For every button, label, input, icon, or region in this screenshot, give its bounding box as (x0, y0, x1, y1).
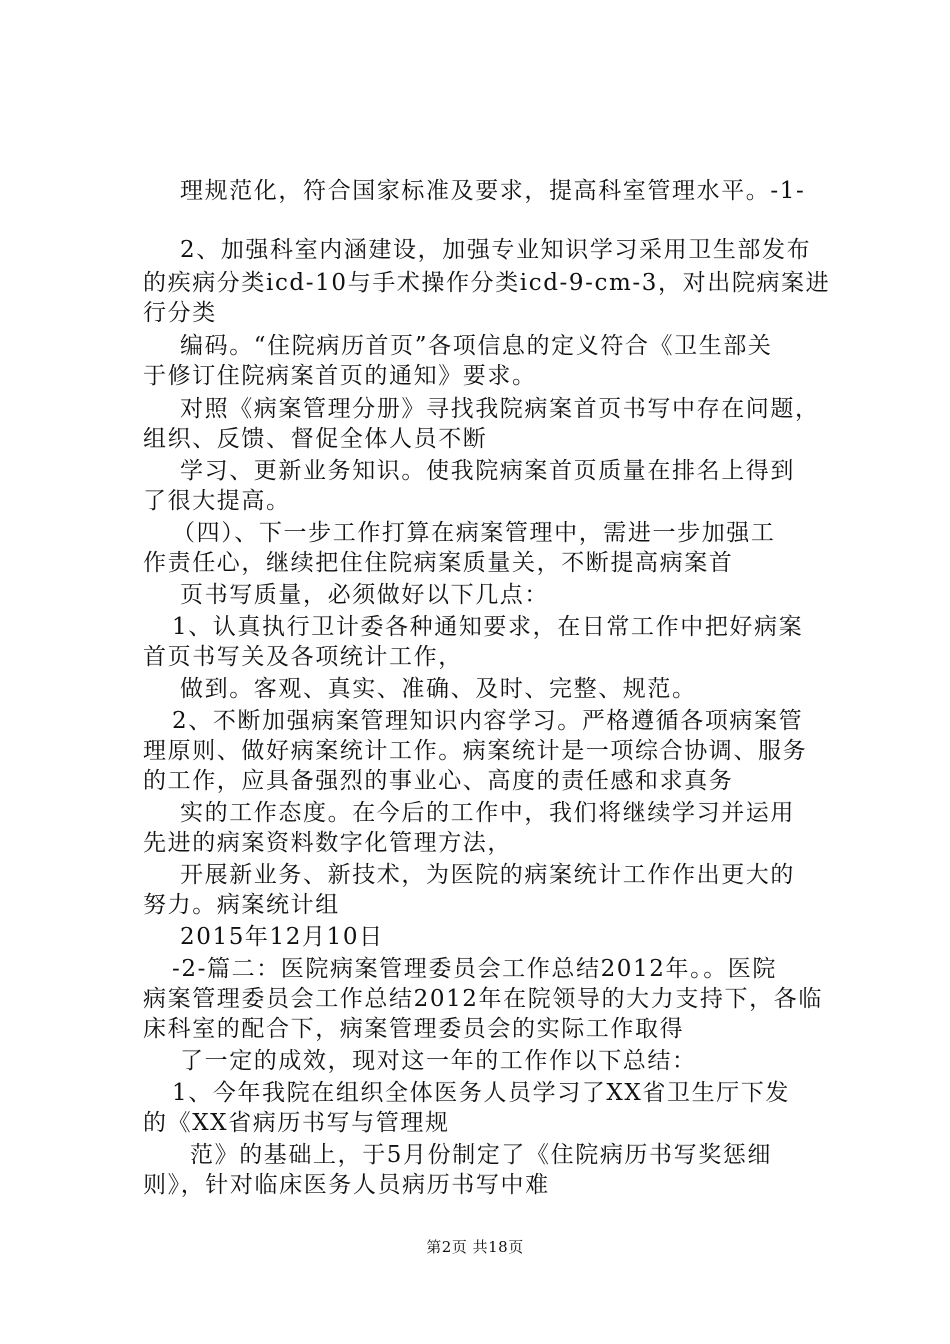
text-line: 1、今年我院在组织全体医务人员学习了XX省卫生厅下发 (172, 1080, 790, 1106)
text-line: 理规范化，符合国家标准及要求，提高科室管理水平。-1- (180, 178, 806, 204)
text-line: 2、加强科室内涵建设，加强专业知识学习采用卫生部发布 (180, 237, 812, 263)
text-line: 范》的基础上，于5月份制定了《住院病历书写奖惩细 (190, 1142, 773, 1168)
text-line: 做到。客观、真实、准确、及时、完整、规范。 (180, 676, 697, 702)
text-line: 病案管理委员会工作总结2012年在院领导的大力支持下，各临 (143, 986, 823, 1012)
text-line: 于修订住院病案首页的通知》要求。 (143, 363, 537, 389)
text-line: 学习、更新业务知识。使我院病案首页质量在排名上得到 (180, 458, 795, 484)
text-line: （四）、下一步工作打算在病案管理中，需进一步加强工 (172, 520, 776, 546)
text-line: 1、认真执行卫计委各种通知要求，在日常工作中把好病案 (172, 614, 804, 640)
text-line: 了很大提高。 (143, 488, 291, 514)
text-line: 努力。病案统计组 (143, 892, 340, 918)
text-line: 床科室的配合下，病案管理委员会的实际工作取得 (143, 1016, 685, 1042)
text-line: 组织、反馈、督促全体人员不断 (143, 426, 488, 452)
text-line: 理原则、做好病案统计工作。病案统计是一项综合协调、服务 (143, 738, 808, 764)
text-line: 开展新业务、新技术，为医院的病案统计工作作出更大的 (180, 862, 795, 888)
text-line: 实的工作态度。在今后的工作中，我们将继续学习并运用 (180, 800, 795, 826)
text-line: 2、不断加强病案管理知识内容学习。严格遵循各项病案管 (172, 708, 804, 734)
text-line: 页书写质量，必须做好以下几点： (180, 582, 549, 608)
text-line: 了一定的成效，现对这一年的工作作以下总结： (180, 1048, 697, 1074)
text-line: -2-篇二：医院病案管理委员会工作总结2012年。。医院 (172, 956, 778, 982)
page-footer: 第2页 共18页 (426, 1238, 524, 1256)
text-line: 对照《病案管理分册》寻找我院病案首页书写中存在问题， (180, 396, 820, 422)
text-line: 的《XX省病历书写与管理规 (143, 1110, 450, 1136)
text-line: 作责任心，继续把住住院病案质量关，不断提高病案首 (143, 550, 734, 576)
text-line: 首页书写关及各项统计工作， (143, 644, 463, 670)
text-line: 则》，针对临床医务人员病历书写中难 (143, 1172, 550, 1198)
text-line: 的工作，应具备强烈的事业心、高度的责任感和求真务 (143, 768, 734, 794)
date-line: 2015年12月10日 (180, 924, 384, 950)
text-line: 的疾病分类icd-10与手术操作分类icd-9-cm-3，对出院病案进 (143, 270, 831, 296)
text-line: 行分类 (143, 300, 217, 326)
text-line: 编码。“住院病历首页”各项信息的定义符合《卫生部关 (180, 333, 773, 359)
text-line: 先进的病案资料数字化管理方法， (143, 830, 512, 856)
